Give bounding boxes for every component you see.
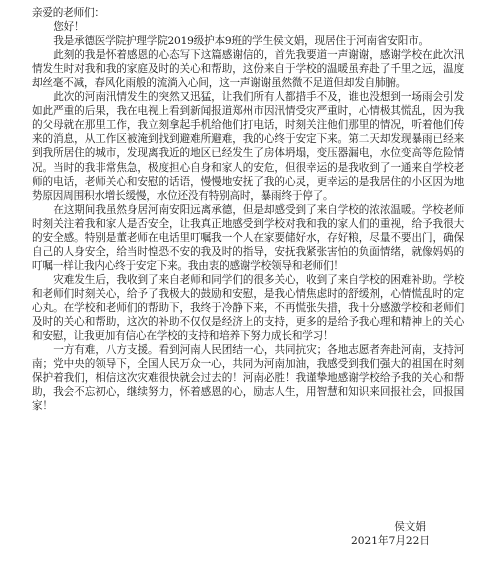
signature-date: 2021年7月22日	[351, 535, 430, 547]
paragraph-flood: 此次的河南汛情发生的突然又迅猛，让我们所有人都措手不及，谁也没想到一场雨会引发如此严重的后果，我在电视上看到新闻报道郑州市因汛情受灾严重时，心情极其慌乱，因为我的父母就在那里工作，我立刻拿起手机给他们打电话，时刻关注他们那里的情况，听着他们传来的消息，从工作区被淹到找到避难所避难，我的心终于安定下来。第二天却发现暴雨已经来到我所居住的城市，发现离我近的地区已经发生了房体坍塌，变压器漏电，水位变高等危险情况。当时的我非常焦急，极度担心自身和家人的安危，但很幸运的是我收到了一通来自学校老师的电话，老师关心和安慰的话语，慢慢地安抚了我的心灵，更幸运的是我居住的小区因为地势原因周围积水增长缓慢，水位还没有特别高时，暴雨终于停了。	[32, 91, 464, 202]
paragraph-school-care: 在这期间我虽然身居河南安阳远离承德，但是却感受到了来自学校的浓浓温暖。学校老师时刻关注着我和家人是否安全，让我真正地感受到学校对我和我的家人们的重视，给予我很大的安全感。特别是董老师在电话里叮嘱我一个人在家要储好水，存好粮，尽量不要出门，确保自己的人身安全，给当时惶恐不安的我及时的指导，安抚我紧张害怕的负面情绪，就像妈妈的叮嘱一样让我内心终于安定下来。我由衷的感谢学校领导和老师们！	[32, 203, 464, 272]
paragraph-closing: 一方有难，八方支援。看到河南人民团结一心，共同抗灾；各地志愿者奔赴河南，支持河南；党中央的领导下，全国人民万众一心，共同为河南加油，我感受到我们强大的祖国在时刻保护着我们，相信这次灾难很快就会过去的！河南必胜！我谨挚地感谢学校给予我的关心和帮助，我会不忘初心，继续努力，怀着感恩的心，励志人生，用智慧和知识来回报社会，回报国家！	[32, 344, 464, 413]
paragraph-aid: 灾难发生后，我收到了来自老师和同学们的很多关心，收到了来自学校的困难补助。学校和老师们时刻关心，给予了我极大的鼓励和安慰，是我心情焦虑时的舒缓剂，心情慌乱时的定心丸。在学校和老师们的帮助下，我终于冷静下来，不再慌张失措，我十分感激学校和老师们及时的关心和帮助，这次的补助不仅仅是经济上的支持，更多的是给予我心理和精神上的关心和安慰，让我更加有信心在学校的支持和培养下努力成长和学习！	[32, 273, 464, 343]
paragraph-thanks: 此刻的我是怀着感恩的心态写下这篇感谢信的，首先我要道一声谢谢，感谢学校在此次汛情发生时对我和我的家庭及时的关心和帮助，这份来自于学校的温暖虽弃赴了千里之远，温度却丝毫不减，春风化雨般的流淌入心间，这一声谢谢虽然微不足道但却发自肺腑。	[32, 49, 464, 90]
salutation: 亲爱的老师们：	[32, 7, 105, 19]
letter-body	[32, 6, 464, 413]
signature-name: 侯文娟	[394, 521, 426, 533]
paragraph-intro: 我是承德医学院护理学院2019级护本9班的学生侯文娟，现居住于河南省安阳市。	[53, 35, 429, 48]
signature-block	[351, 520, 430, 548]
greeting: 您好！	[53, 21, 85, 34]
